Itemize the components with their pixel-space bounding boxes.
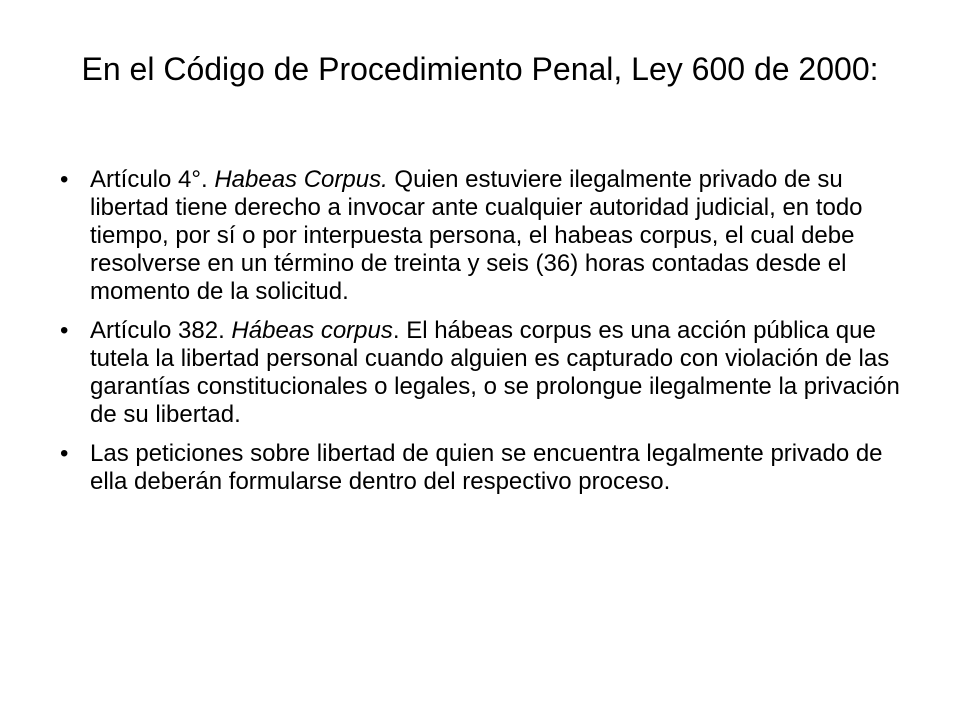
bullet-italic-heading: Habeas Corpus. <box>214 166 388 193</box>
bullet-lead: Las peticiones sobre libertad de quien se encuentra legalmente privado de ella deberán formularse dentro del respectivo proceso. <box>90 440 883 495</box>
bullet-item-article-382 <box>60 317 920 429</box>
bullet-icon: • <box>60 317 69 344</box>
bullet-item-article-4 <box>60 166 920 306</box>
bullet-italic-heading: Hábeas corpus <box>231 317 393 344</box>
bullet-lead: Artículo 382. <box>90 317 232 344</box>
bullet-text: Quien estuviere ilegalmente privado de su libertad tiene derecho a invocar ante cualquier autoridad judicial, en todo tiempo, por sí o por interpuesta persona, el habeas corpus, el cual debe resolverse en un término de treinta y seis (36) horas contadas desde el momento de la solicitud. <box>90 166 863 305</box>
bullet-icon: • <box>60 440 69 467</box>
slide-title: En el Código de Procedimiento Penal, Ley 600 de 2000: <box>81 51 879 87</box>
bullet-lead: Artículo 4°. <box>90 166 215 193</box>
bullet-text: . El hábeas corpus es una acción pública que tutela la libertad personal cuando alguien es capturado con violación de las garantías constitucionales o legales, o se prolongue ilegalmente la privación de su libertad. <box>90 317 900 428</box>
bullet-icon: • <box>60 166 69 193</box>
bullet-list <box>60 166 920 507</box>
bullet-item-petitions <box>60 440 920 496</box>
